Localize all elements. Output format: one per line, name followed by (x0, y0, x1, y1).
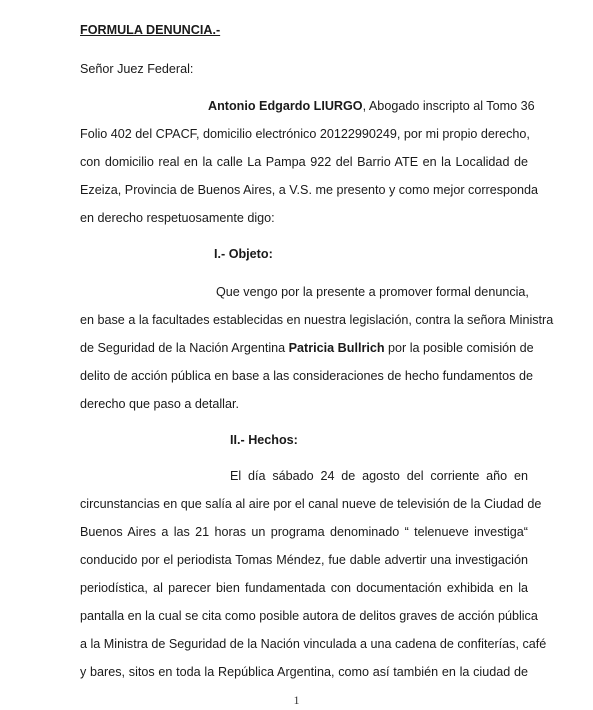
author-name: Antonio Edgardo LIURGO (208, 99, 363, 113)
hechos-line-4: conducido por el periodista Tomas Méndez, fue dable advertir una investigación (80, 553, 528, 567)
objeto-line-2: en base a la facultades establecidas en nuestra legislación, contra la señora Ministra (80, 313, 554, 327)
hechos-line-2: circunstancias en que salía al aire por el canal nueve de televisión de la Ciudad de (80, 497, 542, 511)
salutation: Señor Juez Federal: (80, 62, 194, 76)
objeto-line-3-after: por la posible comisión de (384, 341, 534, 355)
hechos-line-1: El día sábado 24 de agosto del corriente año en (230, 469, 528, 483)
hechos-line-5: periodística, al parecer bien fundamentada con documentación exhibida en la (80, 581, 528, 595)
intro-line-5: en derecho respetuosamente digo: (80, 211, 275, 225)
section-heading-hechos: II.- Hechos: (230, 433, 298, 447)
objeto-line-4: delito de acción pública en base a las consideraciones de hecho fundamentos de (80, 369, 533, 383)
accused-name: Patricia Bullrich (288, 341, 385, 355)
objeto-line-5: derecho que paso a detallar. (80, 397, 239, 411)
section-heading-objeto: I.- Objeto: (214, 247, 273, 261)
intro-line-4: Ezeiza, Provincia de Buenos Aires, a V.S. me presento y como mejor corresponda (80, 183, 539, 197)
hechos-line-7: a la Ministra de Seguridad de la Nación vinculada a una cadena de confiterías, café (80, 637, 547, 651)
hechos-line-6: pantalla en la cual se cita como posible autora de delitos graves de acción pública (80, 609, 538, 623)
objeto-line-3-before: de Seguridad de la Nación Argentina (80, 341, 289, 355)
hechos-line-3: Buenos Aires a las 21 horas un programa denominado “ telenueve investiga“ (80, 525, 528, 539)
intro-line-2: Folio 402 del CPACF, domicilio electrónico 20122990249, por mi propio derecho, (80, 127, 530, 141)
page-number: 1 (293, 693, 300, 707)
intro-line-1-rest: , Abogado inscripto al Tomo 36 (362, 99, 535, 113)
intro-line-1 (208, 97, 535, 115)
objeto-line-3 (80, 339, 534, 357)
intro-line-3: con domicilio real en la calle La Pampa 922 del Barrio ATE en la Localidad de (80, 155, 528, 169)
document-title: FORMULA DENUNCIA.- (80, 23, 221, 37)
hechos-line-8: y bares, sitos en toda la República Argentina, como así también en la ciudad de (80, 665, 528, 679)
objeto-line-1: Que vengo por la presente a promover formal denuncia, (216, 285, 529, 299)
